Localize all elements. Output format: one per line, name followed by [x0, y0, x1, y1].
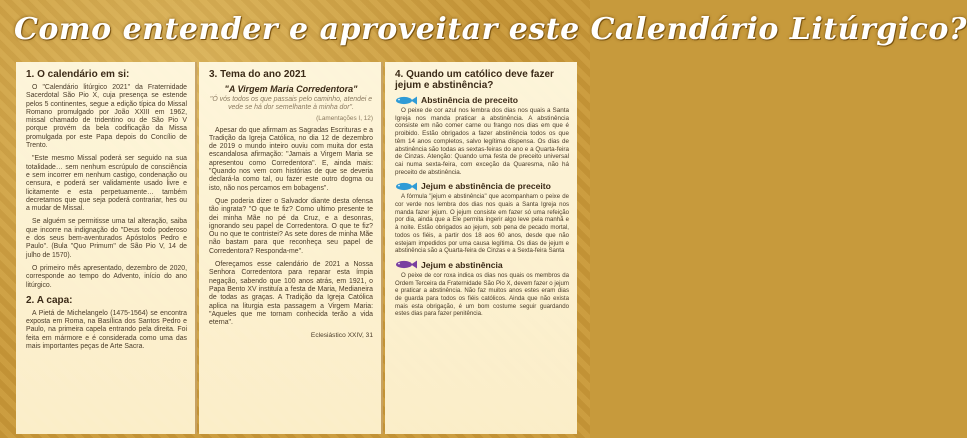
fast-abstinence-label: Jejum e abstinência: [421, 259, 503, 270]
closing-citation: Eclesiástico XXIV, 31: [310, 332, 373, 340]
heading-fasting: 4. Quando um católico deve fazer jejum e abstinência?: [395, 69, 554, 91]
paragraph: O peixe de cor roxa indica os dias nos quais os membros da Ordem Terceira da Fraternidade São Pio X, devem fazer o jejum e praticar a abstinência. Não faz muitos anos estes eram dias de guarda para todos os fiéis católicos. Ainda que não exista mais esta obrigação, é um bom costume seguir guardando estes dias para fazer penitência.: [395, 271, 569, 318]
quote-citation: (Lamentações I, 12): [316, 114, 373, 122]
heading-theme: 3. Tema do ano 2021: [209, 69, 307, 80]
column-theme: [199, 62, 383, 434]
paragraph: O "Calendário litúrgico 2021" da Fraternidade Sacerdotal São Pio X, cuja presença se estende pelos 5 continentes, segue a edição típica do Missal Romano promulgado por João XXIII em 1962, missal chamado de tridentino ou de São Pio V porque provém da bela codificação da Missa promulgada por este Papa depois do Concílio de Trento.: [26, 84, 187, 150]
blue-fish-icon: [395, 96, 417, 105]
heading-cover: 2. A capa:: [26, 294, 73, 306]
abstinence-label: Abstinência de preceito: [421, 95, 518, 105]
fast-abstinence-header: [395, 260, 569, 270]
scripture-quote: "Ó vós todos os que passais pelo caminho, atendei e vede se há dor semelhante à minha dor".: [209, 96, 373, 112]
paragraph: Que poderia dizer o Salvador diante desta ofensa tão ingrata? "O que te fiz? Como ultimo presente te dei minha Mãe no pé da Cruz, e a desonras, ignorando seu papel de Corredentora. O que te fiz? Ou no que te contristei? As sete dores de minha Mãe não bastam para que reconheça seu papel de Corredentora? Responda-me".: [209, 197, 373, 255]
paragraph: Apesar do que afirmam as Sagradas Escrituras e a Tradição da Igreja Católica, no dia 12 de dezembro de 2019 o mundo inteiro ouviu com muita dor esta escandalosa afirmação: "Jamais a Virgem Maria se apresentou como Corredentora". E, ainda mais: "Quando nos vem com histórias de que se deveria declará-la como tal, ou fazer este outro dogma ou isto, não nos percamos em bobagens".: [209, 126, 373, 192]
paragraph: "Este mesmo Missal poderá ser seguido na sua totalidade… sem nenhum escrúpulo de consciência e sem incorrer em nenhum castigo, condenação ou censura, e poderá ser validamente usado livre e licitamente e esta perpetuamente… também decretamos que que seja poderá contrariar, hes ou a mudar de Missal.: [26, 155, 187, 213]
column-calendar: [16, 62, 197, 434]
heading-calendar: 1. O calendário em si:: [26, 69, 130, 80]
theme-subtitle: "A Virgem Maria Corredentora": [224, 84, 358, 94]
paragraph: O peixe de cor azul nos lembra dos dias nos quais a Santa Igreja nos manda praticar a abstinência. A abstinência consiste em não comer carne ou frango nos dias em que é proibido. Estão obrigados a fazer abstinência todos os que têm 14 anos completos, salvo legítima dispensa. Os dias de abstinência são todas as sextas-feiras do ano e a Quarta-feira de Cinzas. Atenção: Quando uma festa de preceito universal cai numa sexta-feira, com exceção da Quaresma, não há preceito de abstinência.: [395, 107, 569, 176]
page-title: Como entender e aproveitar este Calendário Litúrgico?: [14, 12, 967, 47]
blue-fish-icon: [395, 182, 417, 191]
paragraph: Se alguém se permitisse uma tal alteração, saiba que incorre na indignação do "Deus todo poderoso e dos seus bem-aventurados Apóstolos Pedro e Paulo". (Bula "Quo Primum" de São Pio V, 14 de julho de 1570).: [26, 218, 187, 259]
purple-fish-icon: [395, 260, 417, 269]
paragraph: Ofereçamos esse calendário de 2021 a Nossa Senhora Corredentora para reparar esta ímpia negação, sabendo que 100 anos atrás, em 1921, o Papa Bento XV instituía a festa de Maria, Medianeira de todas as graças. A Tradição da Igreja Católica aplica na liturgia esta passagem a Virgem Maria: "Aqueles que me tornam conhecida terão a vida eterna".: [209, 261, 373, 327]
abstinence-header: [395, 95, 569, 105]
paragraph: O primeiro mês apresentado, dezembro de 2020, corresponde ao tempo do Advento, início do ano litúrgico.: [26, 264, 187, 289]
column-fasting: [385, 62, 577, 434]
paragraph: A Pietá de Michelangelo (1475-1564) se encontra exposta em Roma, na Basílica dos Santos Pedro e Paulo, na primeira capela entrando pela direita. Foi feita em mármore e é considerada como uma das mais importantes peças de Arte Sacra.: [26, 309, 187, 351]
paragraph: A fórmula "jejum e abstinência" que acompanham o peixe de cor verde nos lembra dos dias nos quais a Santa Igreja nos manda fazer jejum. O jejum consiste em fazer só uma refeição por dia, ainda que a Ele permita ingerir algo leve pela manhã e à noite. Estão obrigados ao jejum, sob pena de pecado mortal, todos os fiéis, a partir dos 18 aos 60 anos, desde que não estejam impedidos por uma causa legítima. Os dias de jejum e abstinência são a Quarta-feira de Cinzas e a Sexta-feira Santa: [395, 193, 569, 255]
fast-abstinence-precept-label: Jejum e abstinência de preceito: [421, 181, 551, 192]
fast-abstinence-precept-header: [395, 181, 569, 191]
